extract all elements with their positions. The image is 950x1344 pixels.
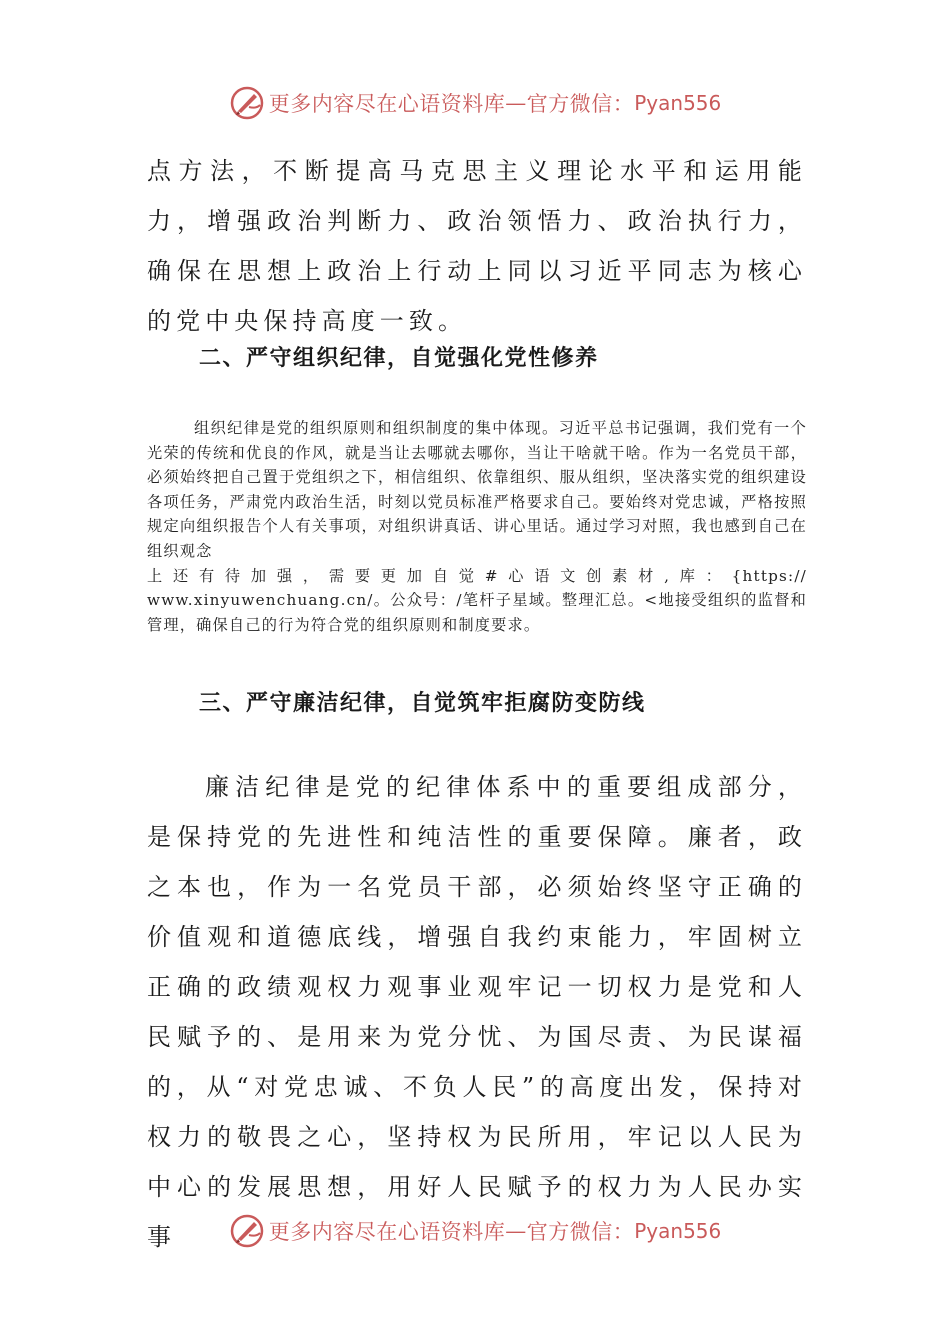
pen-logo-icon — [229, 85, 265, 121]
banner-wechat-id: Pyan556 — [634, 1219, 722, 1243]
banner-wechat-label: 官方微信： — [526, 1220, 635, 1244]
banner-wechat-id: Pyan556 — [634, 91, 722, 115]
paragraph-section-2-part1: 组织纪律是党的组织原则和组织制度的集中体现。习近平总书记强调，我们党有一个光荣的传统和优良的作风，就是当让去哪就去哪你，当让干啥就干啥。作为一名党员干部，必须始终把自己置于党组织之下，相信组织、依靠组织、服从组织，坚决落实党的组织建设各项任务，严肃党内政治生活，时刻以党员标准严格要求自己。要始终对党忠诚，严格按照规定向组织报告个人有关事项，对组织讲真话、讲心里话。通过学习对照，我也感到自己在组织观念 — [147, 419, 807, 560]
paragraph-section-2 — [147, 416, 807, 637]
paragraph-continuation: 点方法，不断提高马克思主义理论水平和运用能力，增强政治判断力、政治领悟力、政治执行力，确保在思想上政治上行动上同以习近平同志为核心的党中央保持高度一致。 — [147, 157, 807, 335]
banner-title: 更多内容尽在心语资料库 — [268, 1220, 506, 1244]
pen-logo-icon — [229, 1213, 265, 1249]
paragraph-section-2-justified-line: 上还有待加强，需要更加自觉#心语文创素材,库：{https:// — [147, 566, 807, 585]
paragraph-section-3: 廉洁纪律是党的纪律体系中的重要组成部分，是保持党的先进性和纯洁性的重要保障。廉者，政之本也，作为一名党员干部，必须始终坚守正确的价值观和道德底线，增强自我约束能力，牢固树立正确的政绩观权力观事业观牢记一切权力是党和人民赋予的、是用来为党分忧、为国尽责、为民谋福的，从“对党忠诚、不负人民”的高度出发，保持对权力的敬畏之心，坚持权为民所用，牢记以人民为中心的发展思想，用好人民赋予的权力为人民办实事 — [147, 773, 807, 1251]
banner-wechat-label: 官方微信： — [526, 92, 635, 116]
banner-title: 更多内容尽在心语资料库 — [268, 92, 506, 116]
section-heading-2: 二、严守组织纪律，自觉强化党性修养 — [199, 346, 599, 371]
banner-dash: — — [505, 91, 527, 115]
header-banner — [0, 83, 950, 123]
paragraph-section-2-part2: www.xinyuwenchuang.cn/。公众号：/笔杆子星域。整理汇总。<地接受组织的监督和管理，确保自己的行为符合党的组织原则和制度要求。 — [147, 591, 807, 634]
section-heading-3: 三、严守廉洁纪律，自觉筑牢拒腐防变防线 — [199, 691, 646, 716]
footer-banner — [0, 1211, 950, 1251]
banner-dash: — — [505, 1219, 527, 1243]
